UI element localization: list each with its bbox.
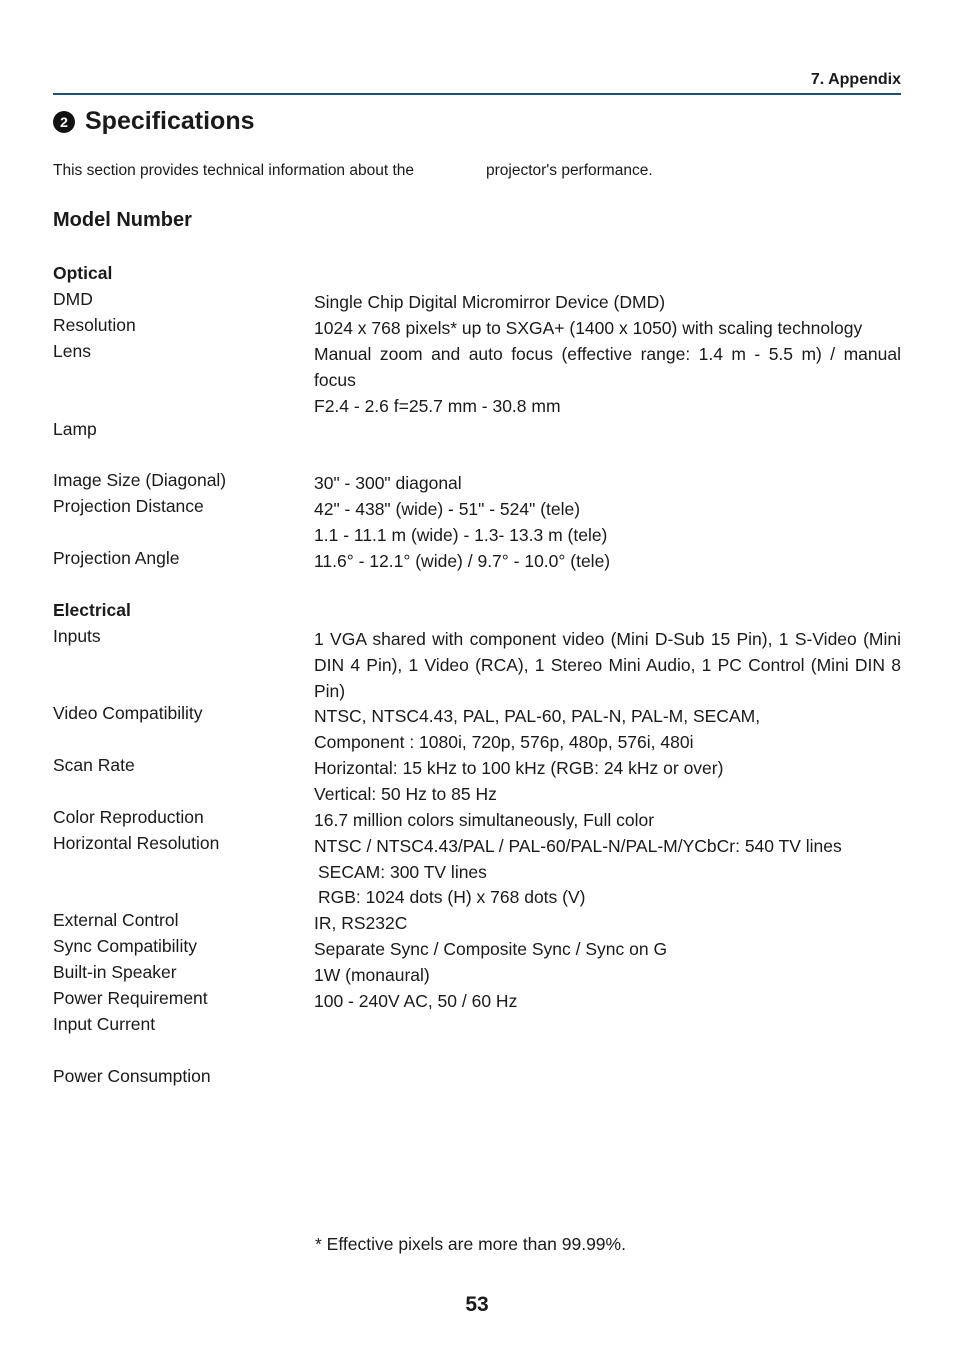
spec-label: Power Requirement [53, 988, 208, 1008]
spec-value: NTSC, NTSC4.43, PAL, PAL-60, PAL-N, PAL-M, SECAM, [314, 706, 761, 726]
spec-label: DMD [53, 289, 93, 309]
spec-label: Projection Distance [53, 496, 204, 516]
spec-row-scan-rate-vertical [53, 781, 901, 807]
spec-value: F2.4 - 2.6 f=25.7 mm - 30.8 mm [314, 396, 561, 416]
spec-label: Scan Rate [53, 755, 135, 775]
spec-value: 30" - 300" diagonal [314, 473, 462, 493]
section-number-badge: 2 [53, 111, 75, 133]
spec-row-lens [53, 341, 901, 390]
footnote: * Effective pixels are more than 99.99%. [315, 1234, 626, 1254]
spec-row-horizontal-resolution-secam [53, 859, 901, 885]
spec-row-sync-compatibility [53, 936, 901, 962]
spec-value: Manual zoom and auto focus (effective range: 1.4 m - 5.5 m) / manual focus [314, 344, 901, 390]
spec-row-speaker [53, 962, 901, 988]
spec-label: Inputs [53, 626, 101, 646]
spec-label: Resolution [53, 315, 136, 335]
spec-row-lens-f [53, 393, 901, 419]
spec-label: Sync Compatibility [53, 936, 197, 956]
spec-value: SECAM: 300 TV lines [318, 862, 487, 882]
spec-row-scan-rate [53, 755, 901, 781]
spec-row-video-component [53, 729, 901, 755]
optical-heading: Optical [53, 263, 113, 283]
spec-value: Horizontal: 15 kHz to 100 kHz (RGB: 24 kHz or over) [314, 758, 724, 778]
spec-value: Separate Sync / Composite Sync / Sync on G [314, 939, 668, 959]
spec-row-projection-distance [53, 496, 901, 522]
spec-row-image-size [53, 470, 901, 496]
optical-section-row [53, 263, 901, 289]
spec-row-dmd [53, 289, 901, 315]
spec-row-lamp [53, 419, 901, 445]
spec-label: Input Current [53, 1014, 156, 1034]
spec-value: Single Chip Digital Micromirror Device (DMD) [314, 292, 666, 312]
spec-row-inputs [53, 626, 901, 701]
spec-row-power-requirement [53, 988, 901, 1014]
intro-text-end: projector's performance. [486, 162, 653, 179]
intro-text-start: This section provides technical information about the [53, 162, 415, 179]
spec-value: 42" - 438" (wide) - 51" - 524" (tele) [314, 499, 581, 519]
spec-value: 11.6° - 12.1° (wide) / 9.7° - 10.0° (tele) [314, 551, 611, 571]
spec-value: 100 - 240V AC, 50 / 60 Hz [314, 991, 518, 1011]
spec-row-external-control [53, 910, 901, 936]
electrical-section-row [53, 600, 901, 626]
spec-label: Lens [53, 341, 91, 361]
spec-label: Built-in Speaker [53, 962, 177, 982]
model-number-heading: Model Number [53, 209, 192, 231]
spec-row-horizontal-resolution [53, 833, 901, 859]
spec-label: Lamp [53, 419, 97, 439]
spec-value: 1 VGA shared with component video (Mini D-Sub 15 Pin), 1 S-Video (Mini DIN 4 Pin), 1 Video (RCA), 1 Stereo Mini Audio, 1 PC Control (Mini DIN 8 Pin) [314, 629, 901, 701]
spec-row-power-consumption [53, 1066, 901, 1092]
spec-label: Image Size (Diagonal) [53, 470, 227, 490]
page-number: 53 [465, 1293, 489, 1316]
page-title-row [53, 107, 255, 136]
spec-label: Video Compatibility [53, 703, 203, 723]
spec-value: NTSC / NTSC4.43/PAL / PAL-60/PAL-N/PAL-M/YCbCr: 540 TV lines [314, 836, 842, 856]
spec-label: Horizontal Resolution [53, 833, 220, 853]
spec-row-resolution [53, 315, 901, 341]
page-title: Specifications [85, 107, 255, 135]
spec-value: RGB: 1024 dots (H) x 768 dots (V) [318, 887, 586, 907]
spec-label: External Control [53, 910, 179, 930]
spec-label: Power Consumption [53, 1066, 211, 1086]
spec-value: IR, RS232C [314, 913, 408, 933]
spec-label: Projection Angle [53, 548, 180, 568]
spec-value: Vertical: 50 Hz to 85 Hz [314, 784, 497, 804]
spec-value: 1.1 - 11.1 m (wide) - 1.3- 13.3 m (tele) [314, 525, 608, 545]
spec-row-horizontal-resolution-rgb [53, 884, 901, 910]
spec-row-projection-distance-metric [53, 522, 901, 548]
spec-row-video-compatibility [53, 703, 901, 729]
spec-label: Color Reproduction [53, 807, 204, 827]
spec-row-projection-angle [53, 548, 901, 574]
electrical-heading: Electrical [53, 600, 131, 620]
chapter-label: 7. Appendix [810, 71, 901, 88]
spec-row-input-current [53, 1014, 901, 1040]
spec-value: 1024 x 768 pixels* up to SXGA+ (1400 x 1050) with scaling technology [314, 318, 863, 338]
spec-value: 16.7 million colors simultaneously, Full color [314, 810, 655, 830]
spec-value: Component : 1080i, 720p, 576p, 480p, 576i, 480i [314, 732, 694, 752]
spec-value: 1W (monaural) [314, 965, 430, 985]
spec-row-color-reproduction [53, 807, 901, 833]
header-divider [53, 93, 901, 95]
